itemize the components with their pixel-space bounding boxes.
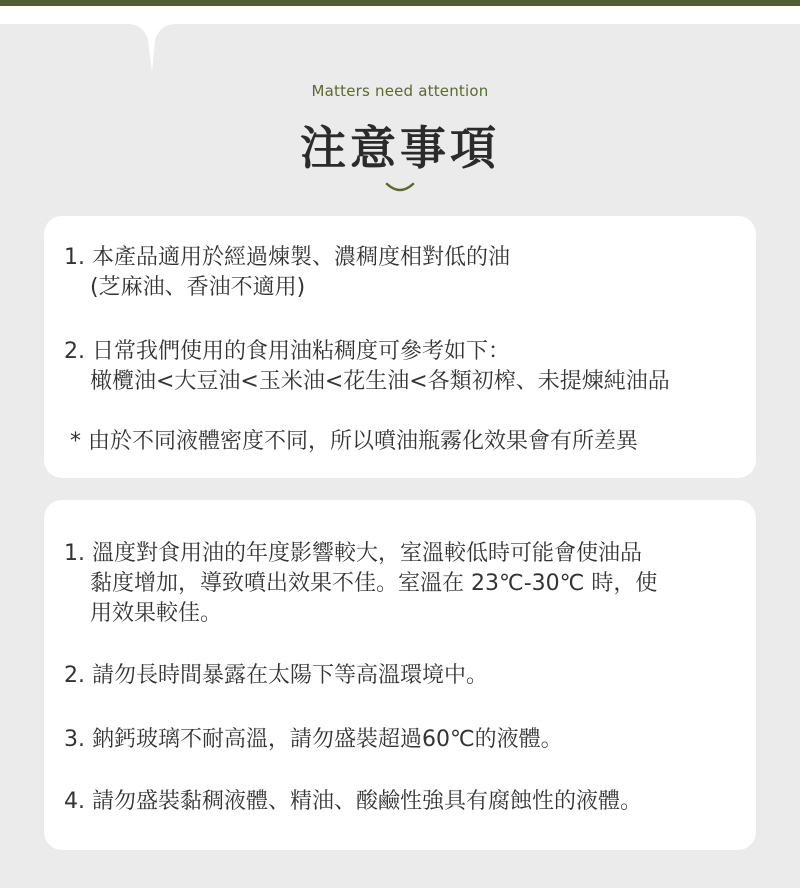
note-line: * 由於不同液體密度不同，所以噴油瓶霧化效果會有所差異 [70, 429, 638, 454]
note-line: 3. 鈉鈣玻璃不耐高溫，請勿盛裝超過60℃的液體。 [64, 727, 563, 752]
header-notch [0, 0, 800, 80]
note-line: 用效果較佳。 [90, 601, 223, 626]
note-line: 橄欖油<大豆油<玉米油<花生油<各類初榨、未提煉純油品 [90, 369, 670, 394]
note-line: 4. 請勿盛裝黏稠液體、精油、酸鹼性強具有腐蝕性的液體。 [64, 789, 642, 814]
note-line: 2. 日常我們使用的食用油粘稠度可參考如下： [64, 339, 510, 364]
note-line: 1. 本產品適用於經過煉製、濃稠度相對低的油 [64, 245, 510, 270]
warning-notes-card [44, 500, 756, 850]
note-line: (芝麻油、香油不適用) [90, 275, 306, 300]
smile-divider-icon [382, 178, 418, 196]
note-line: 2. 請勿長時間暴露在太陽下等高溫環境中。 [64, 663, 488, 688]
note-line: 黏度增加，導致噴出效果不佳。室溫在 23℃-30℃ 時，使 [90, 571, 658, 596]
section-subtitle: Matters need attention [311, 82, 489, 100]
page-title: 注意事項 [300, 121, 500, 175]
note-line: 1. 溫度對食用油的年度影響較大，室溫較低時可能會使油品 [64, 541, 642, 566]
usage-notes-card [44, 216, 756, 478]
